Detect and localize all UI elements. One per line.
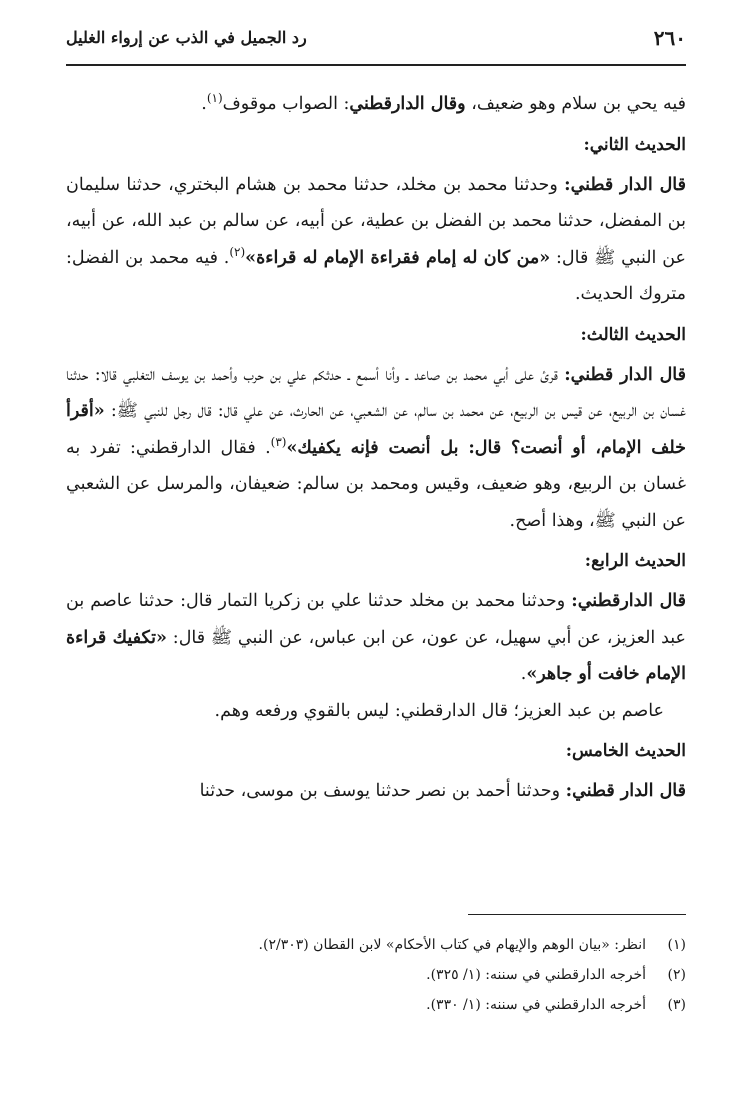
main-text (66, 86, 686, 810)
paragraph-continuation: فيه يحي بن سلام وهو ضعيف، وقال الدارقطني: الصواب موقوف$^{(١)}$. (201, 91, 686, 114)
hadith-quote: «أقرأ خلف الإمام، أو أنصت؟ قال: بل أنصت فإنه يكفيك» (66, 401, 686, 458)
hadith-quote: «تكفيك قراءة الإمام خافت أو جاهر» (66, 627, 686, 684)
section-heading: الحديث الثاني: (583, 134, 686, 155)
section-heading: الحديث الرابع: (584, 551, 686, 571)
footnote-item (66, 990, 686, 1020)
running-title: رد الجميل في الذب عن إرواء الغليل (66, 28, 307, 47)
footnote-text: أخرجه الدارقطني في سننه: (١/ ٣٢٥). (426, 967, 646, 983)
page-number: ٢٦٠ (653, 26, 686, 50)
hadith-quote: «من كان له إمام فقراءة الإمام له قراءة» (245, 247, 551, 268)
hadith-paragraph: قال الدار قطني: وحدثنا أحمد بن نصر حدثنا يوسف بن موسى، حدثنا (199, 781, 686, 801)
hadith-paragraph: قال الدار قطني: وحدثنا محمد بن مخلد، حدثنا محمد بن هشام البختري، حدثنا سليمان بن المفضل، حدثنا محمد بن الفضل بن عطية، عن أبيه، عن سالم بن عبد الله، عن أبيه، عن النبي ﷺ قال: «من كان له إمام فقراءة الإمام له قراءة»$^{(٢)}$. فيه محمد بن الفضل: متروك الحديث. (66, 174, 686, 304)
section-heading: الحديث الثالث: (580, 324, 686, 345)
footnote-number: (٢) (667, 967, 686, 983)
footnotes (66, 930, 686, 1020)
footnote-item (66, 960, 686, 990)
footnote-divider (468, 914, 686, 915)
footnote-ref[interactable]: (٣) (270, 434, 287, 449)
footnote-text: انظر: «بيان الوهم والإيهام في كتاب الأحكام» لابن القطان (٢/٣٠٣). (258, 937, 646, 953)
section-heading: الحديث الخامس: (565, 741, 686, 761)
footnote-ref[interactable]: (٢) (229, 244, 246, 259)
footnote-number: (٣) (667, 997, 686, 1013)
footnote-text: أخرجه الدارقطني في سننه: (١/ ٣٣٠). (426, 997, 646, 1013)
footnote-number: (١) (667, 937, 686, 953)
footnote-ref[interactable]: (١) (206, 91, 223, 106)
footnote-item (66, 930, 686, 960)
hadith-paragraph: قال الدار قطني: قرئ على أبي محمد بن صاعد ـ وأنا أسمع ـ حدثكم علي بن حرب وأحمد بن يوسف التغلبي قالا: حدثنا غسان بن الربيع، عن قيس بن الربيع، عن محمد بن سالم، عن الشعبي، عن الحارث، عن علي قال: قال رجل للنبي ﷺ: «أقرأ خلف الإمام، أو أنصت؟ قال: بل أنصت فإنه يكفيك»$^{(٣)}$. فقال الدارقطني: تفرد به غسان بن الربيع، وهو ضعيف، وقيس ومحمد بن سالم: ضعيفان، والمرسل عن الشعبي عن النبي ﷺ، وهذا أصح. (66, 364, 687, 531)
hadith-paragraph: قال الدارقطني: وحدثنا محمد بن مخلد حدثنا علي بن زكريا التمار قال: حدثنا عاصم بن عبد العزيز، عن أبي سهيل، عن عون، عن ابن عباس، عن النبي ﷺ قال: «تكفيك قراءة الإمام خافت أو جاهر». (66, 591, 687, 684)
running-header (66, 26, 686, 66)
commentary-paragraph: عاصم بن عبد العزيز؛ قال الدارقطني: ليس بالقوي ورفعه وهم. (214, 700, 664, 721)
